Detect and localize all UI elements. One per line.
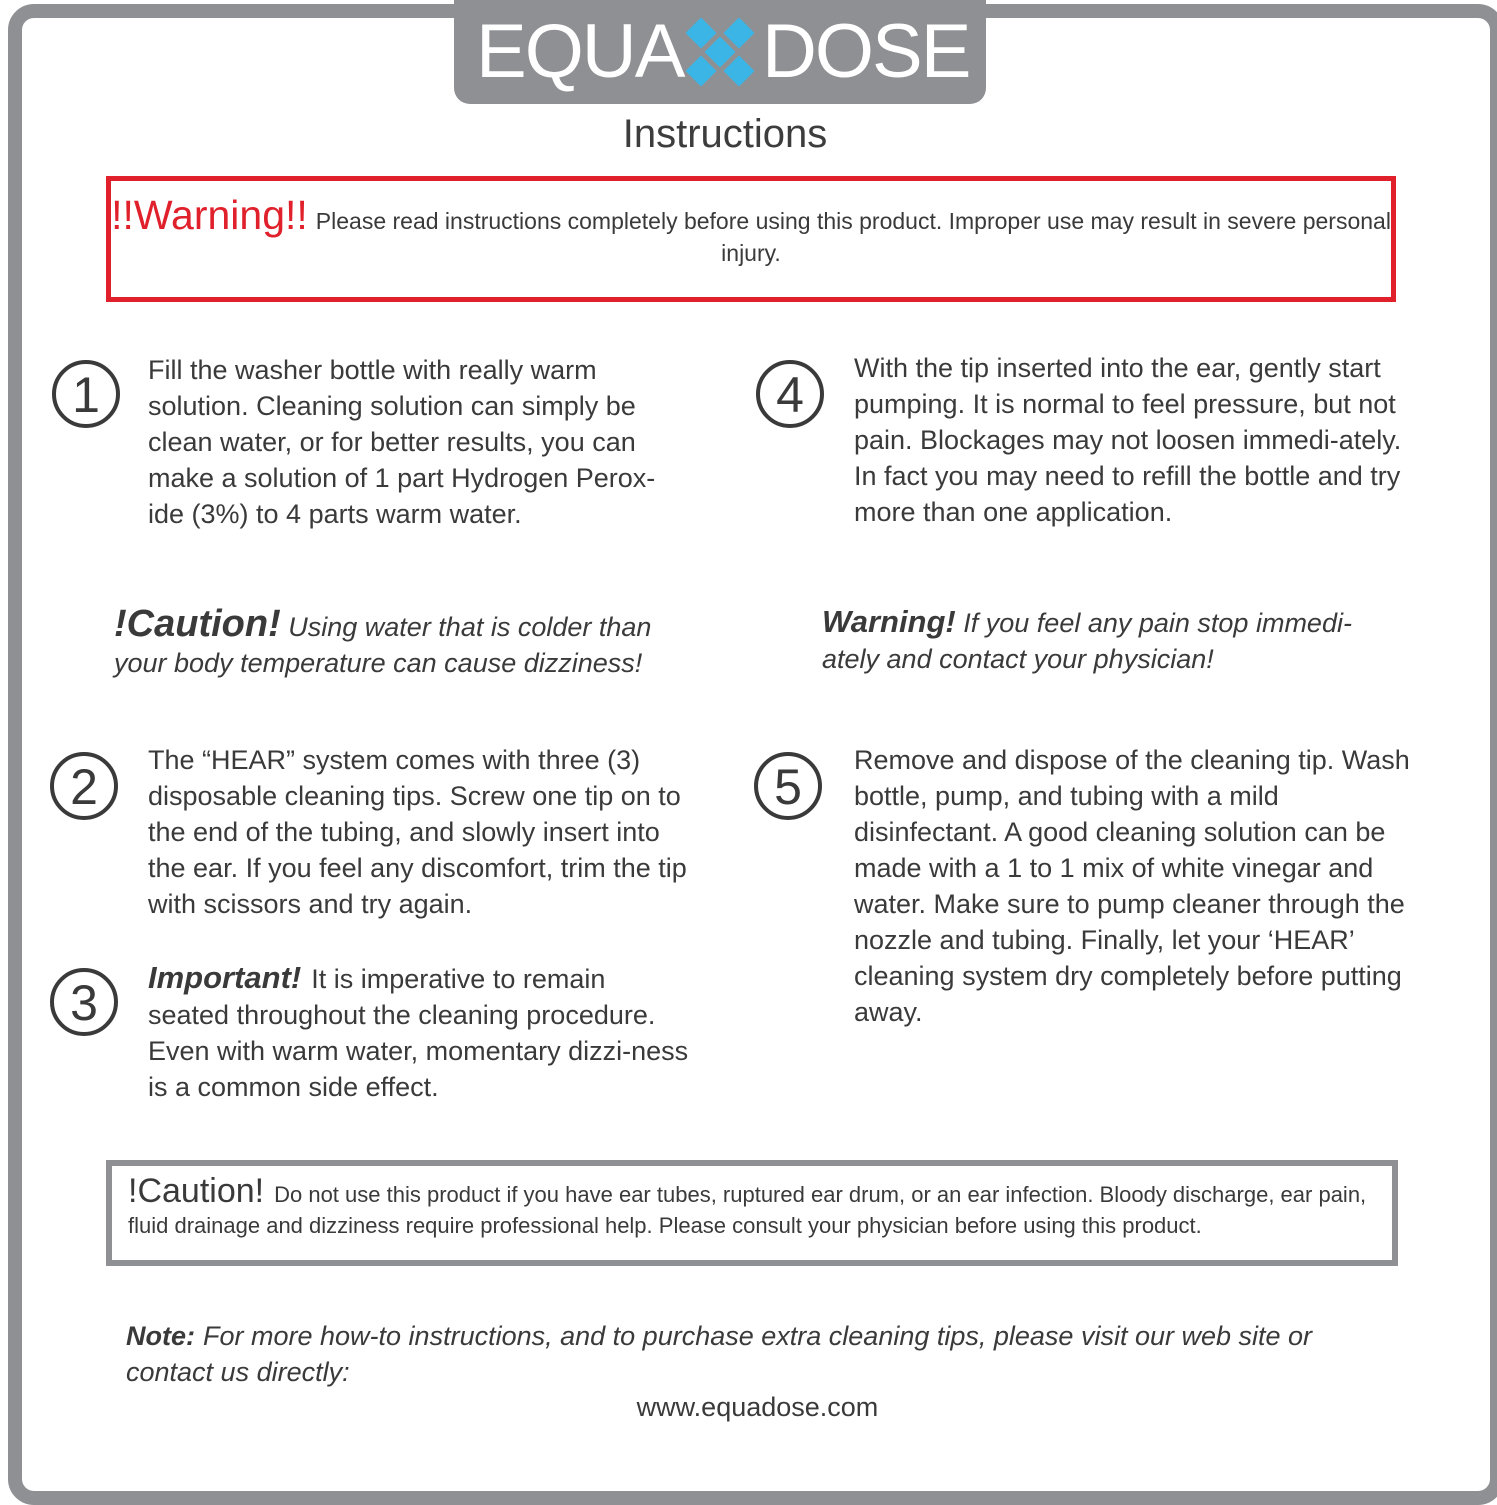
warning-note-right [822,604,1382,677]
warning-content [111,192,1391,269]
website-link[interactable]: www.equadose.com [636,1392,879,1422]
step-2-number: 2 [50,752,118,820]
step-1-number: 1 [52,360,120,428]
caution-box-heading: !Caution! [128,1172,265,1210]
caution-box-text: Do not use this product if you have ear tubes, ruptured ear drum, or an ear infection. Bloody discharge, ear pain, fluid drainage and dizziness require professional help. Please consult your physician before using this product. [128,1182,1367,1238]
caution-box-content [128,1172,1388,1241]
caution-box [106,1160,1398,1266]
step-2-text: The “HEAR” system comes with three (3) disposable cleaning tips. Screw one tip on to the end of the tubing, and slowly insert into the ear. If you feel any discomfort, trim the tip with scissors and try again. [148,745,687,919]
page-title: Instructions [622,112,828,156]
caution-note-left-text: Using water that is colder than your body temperature can cause dizziness! [114,612,652,678]
warning-note-right-text: If you feel any pain stop immedi-ately and contact your physician! [822,608,1352,674]
step-5-number: 5 [754,752,822,820]
note [126,1318,1366,1390]
warning-heading: !!Warning!! [111,192,308,238]
note-lead: Note: [126,1321,195,1351]
warning-box [106,176,1396,302]
step-3-lead: Important! [148,960,302,995]
step-3-text: It is imperative to remain seated throughout the cleaning procedure. Even with warm water, momentary dizzi-ness is a common side effect. [148,964,689,1102]
brand-name-left: EQUA [476,9,684,94]
caution-note-left-lead: !Caution! [114,603,281,645]
brand-name-right: DOSE [762,9,970,94]
warning-note-right-lead: Warning! [822,604,956,639]
step-5-text: Remove and dispose of the cleaning tip. Wash bottle, pump, and tubing with a mild disinfectant. A good cleaning solution can be made with a 1 to 1 mix of white vinegar and water. Make sure to pump cleaner through the nozzle and tubing. Finally, let your ‘HEAR’ cleaning system dry completely before putting away. [854,745,1410,1027]
step-1-text: Fill the washer bottle with really warm solution. Cleaning solution can simply be clean water, or for better results, you can make a solution of 1 part Hydrogen Perox-ide (3%) to 4 parts warm water. [148,355,656,529]
step-3-number: 3 [50,968,118,1036]
note-text: For more how-to instructions, and to purchase extra cleaning tips, please visit our web site or contact us directly: [126,1321,1313,1387]
caution-note-left [114,603,684,681]
step-3-text-block [148,960,693,1105]
step-4-number: 4 [756,360,824,428]
warning-text: Please read instructions completely before using this product. Improper use may result in severe personal injury. [315,208,1391,266]
step-4-text: With the tip inserted into the ear, gently start pumping. It is normal to feel pressure, but not pain. Blockages may not loosen immedi-ately. In fact you may need to refill the bottle and try more than one application. [854,353,1402,527]
brand-logo-icon [686,18,754,86]
